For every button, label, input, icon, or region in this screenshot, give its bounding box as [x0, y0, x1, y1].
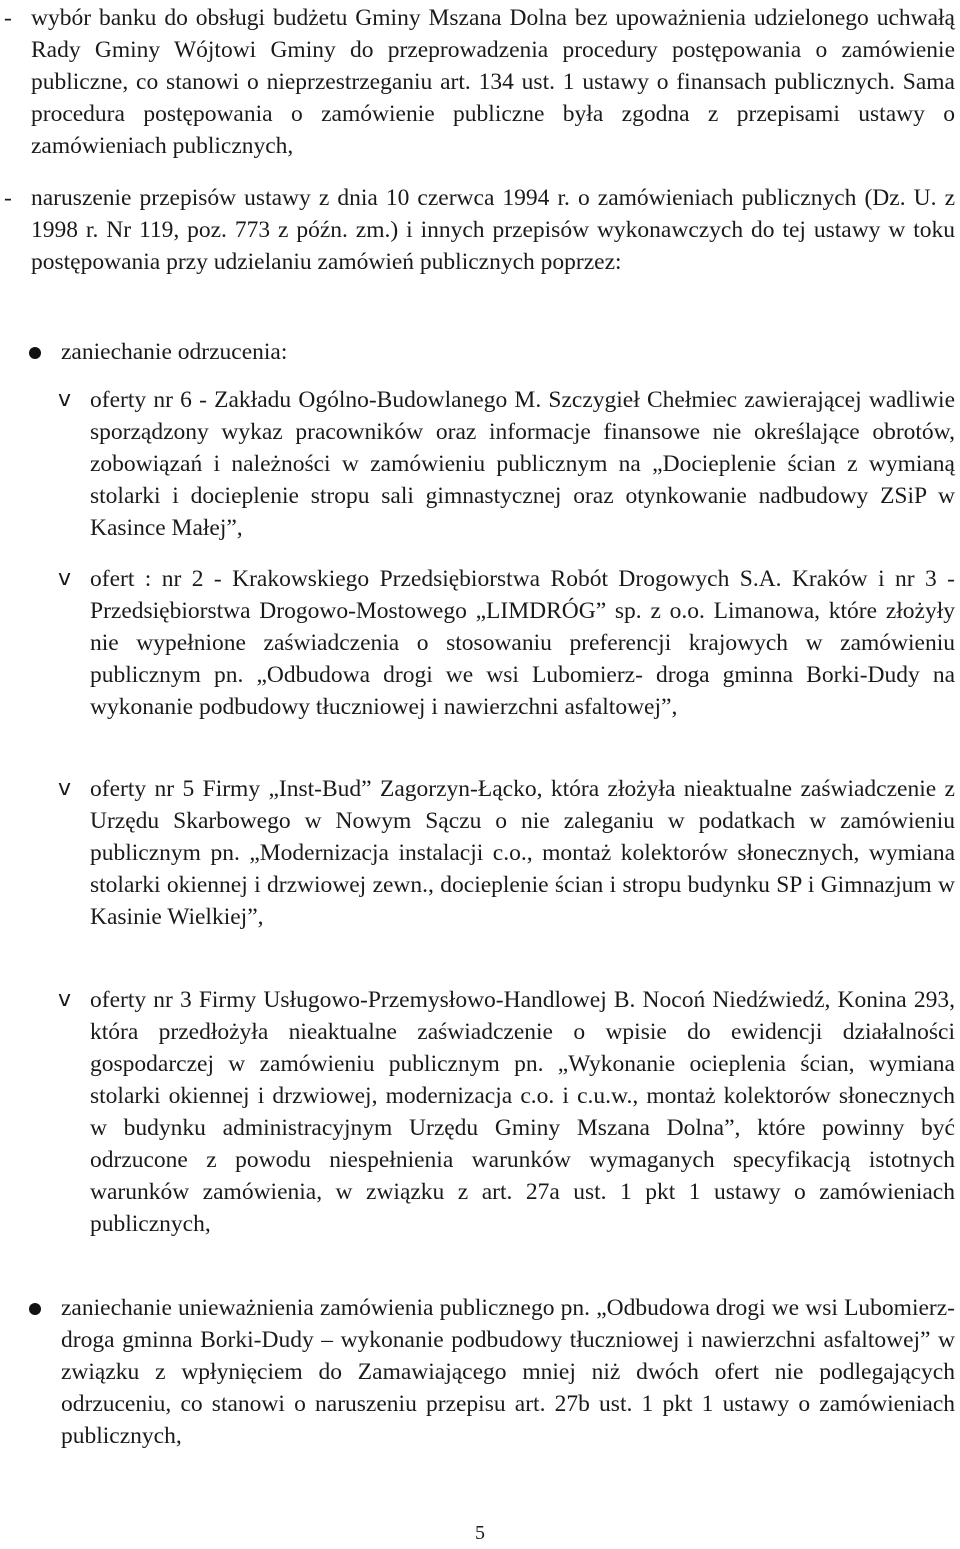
- bullet-no-annulment: zaniechanie unieważnienia zamówienia publicznego pn. „Odbudowa drogi we wsi Lubomierz- droga gminna Borki-Dudy – wykonanie podbudowy tłuczniowej i nawierzchni asfaltowej” w związku z wpłynięciem do Zamawiającego mniej niż dwóch ofert nie podlegających odrzuceniu, co stanowi o naruszeniu przepisu art. 27b ust. 1 pkt 1 ustawy o zamówieniach publicznych,: [61, 1295, 955, 1449]
- checkmark-icon: v: [58, 987, 72, 1012]
- sub-item-offer-5: oferty nr 5 Firmy „Inst-Bud” Zagorzyn-Łącko, która złożyła nieaktualne zaświadczenie z Urzędu Skarbowego w Nowym Sączu o nie zaleganiu w podatkach w zamówieniu publicznym pn. „Modernizacja instalacji c.o., montaż kolektorów słonecznych, wymiana stolarki okiennej i drzwiowej zewn., docieplenie ścian i stropu budynku SP i Gimnazjum w Kasinie Wielkiej”,: [90, 776, 955, 930]
- checkmark-icon: v: [58, 566, 72, 591]
- checkmark-icon: v: [58, 776, 72, 801]
- checkmark-icon: v: [58, 387, 72, 412]
- paragraph-procurement-violation: naruszenie przepisów ustawy z dnia 10 czerwca 1994 r. o zamówieniach publicznych (Dz. U. z 1998 r. Nr 119, poz. 773 z późn. zm.) i innych przepisów wykonawczych do tej ustawy w toku postępowania przy udzielaniu zamówień publicznych poprzez:: [31, 185, 955, 275]
- bullet-icon: [29, 1303, 41, 1315]
- bullet-icon: [29, 347, 41, 359]
- dash-marker: -: [4, 5, 12, 31]
- paragraph-bank-selection: wybór banku do obsługi budżetu Gminy Mszana Dolna bez upoważnienia udzielonego uchwałą Rady Gminy Wójtowi Gminy do przeprowadzenia procedury postępowania o zamówienie publiczne, co stanowi o nieprzestrzeganiu art. 134 ust. 1 ustawy o finansach publicznych. Sama procedura postępowania o zamówienie publiczne była zgodna z przepisami ustawy o zamówieniach publicznych,: [31, 5, 955, 159]
- page-number: 5: [475, 1522, 485, 1544]
- sub-item-offer-3: oferty nr 3 Firmy Usługowo-Przemysłowo-Handlowej B. Nocoń Niedźwiedź, Konina 293, która przedłożyła nieaktualne zaświadczenie o wpisie do ewidencji działalności gospodarczej w zamówieniu publicznym pn. „Wykonanie ocieplenia ścian, wymiana stolarki okiennej i drzwiowej, modernizacja c.o. i c.u.w., montaż kolektorów słonecznych w budynku administracyjnym Urzędu Gminy Mszana Dolna”, które powinny być odrzucone z powodu niespełnienia warunków wymaganych specyfikacją istotnych warunków zamówienia, w związku z art. 27a ust. 1 pkt 1 ustawy o zamówieniach publicznych,: [90, 987, 955, 1237]
- sub-item-offer-6: oferty nr 6 - Zakładu Ogólno-Budowlanego M. Szczygieł Chełmiec zawierającej wadliwie sporządzony wykaz pracowników oraz informacje finansowe nie określające obrotów, zobowiązań i należności w zamówieniu publicznym na „Docieplenie ścian z wymianą stolarki i docieplenie stropu sali gimnastycznej oraz otynkowanie nadbudowy ZSiP w Kasince Małej”,: [90, 387, 955, 541]
- dash-marker: -: [4, 185, 12, 211]
- bullet-no-rejection: zaniechanie odrzucenia:: [61, 339, 288, 365]
- sub-item-offers-2-3: ofert : nr 2 - Krakowskiego Przedsiębiorstwa Robót Drogowych S.A. Kraków i nr 3 - Przedsiębiorstwa Drogowo-Mostowego „LIMDRÓG” sp. z o.o. Limanowa, które złożyły nie wypełnione zaświadczenia o stosowaniu preferencji krajowych w zamówieniu publicznym pn. „Odbudowa drogi we wsi Lubomierz- droga gminna Borki-Dudy na wykonanie podbudowy tłuczniowej i nawierzchni asfaltowej”,: [90, 566, 955, 720]
